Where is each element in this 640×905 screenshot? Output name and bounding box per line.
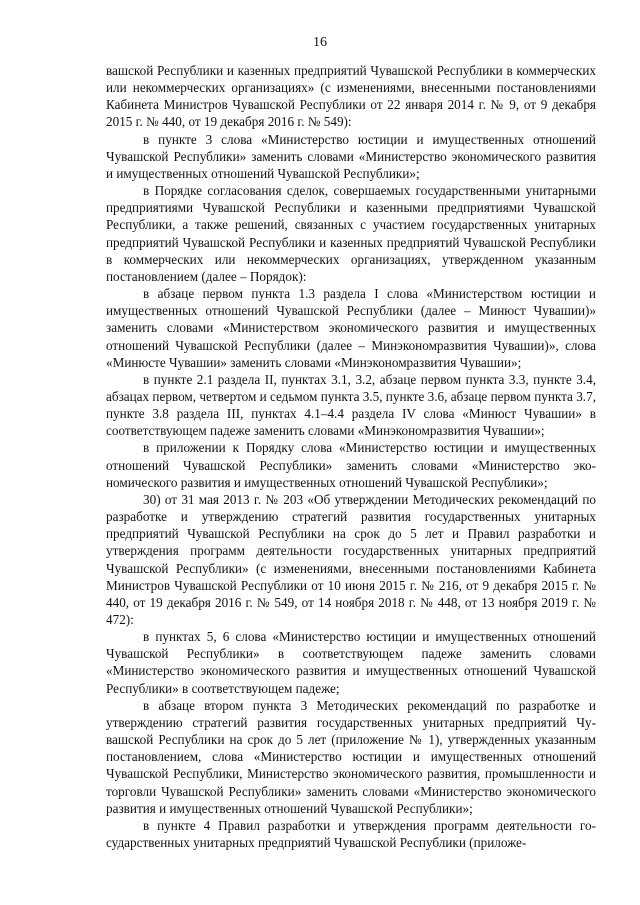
- paragraph: в абзаце первом пункта 1.3 раздела I слова «Министерством юстиции и имущественных отношений Чувашской Республики (далее – Минюст Чувашии)» заменить словами «Министерством экономического развития и имущественных отношений Чувашской Республики (далее – Минэкономразвития Чувашии)», слова «Минюсте Чувашии» заменить словами «Минэкономразвития Чувашии»;: [106, 286, 596, 370]
- paragraph: в абзаце втором пункта 3 Методических рекомендаций по разработке и утверждению стратегий развития государственных унитарных предприятий Чувашской Республики на срок до 5 лет (приложение № 1), утвержденных указанным постановлением, слова «Министерство юстиции и имущественных отношений Чувашской Республики, Министерство экономического развития, промышленности и торговли Чувашской Республики» заменить словами «Министерство экономического развития и имущественных отношений Чувашской Республики»;: [106, 697, 596, 816]
- page-number: 16: [313, 35, 327, 50]
- paragraph: в приложении к Порядку слова «Министерство юстиции и имущественных отношений Чувашской Республики» заменить словами «Министерство экономического развития и имущественных отношений Чувашской Республики»;: [106, 440, 596, 490]
- paragraph: в пункте 4 Правил разработки и утверждения программ деятельности государственных унитарных предприятий Чувашской Республики (приложе-: [106, 817, 596, 851]
- document-body: [106, 62, 596, 851]
- paragraph: в пункте 2.1 раздела II, пунктах 3.1, 3.2, абзаце первом пункта 3.3, пункте 3.4, абзацах первом, четвертом и седьмом пункта 3.5, пункте 3.6, абзаце первом пункта 3.7, пункте 3.8 раздела III, пунктах 4.1–4.4 раздела IV слова «Минюст Чувашии» в соответствующем падеже заменить словами «Минэкономразвития Чувашии»;: [106, 371, 596, 439]
- paragraph: в пунктах 5, 6 слова «Министерство юстиции и имущественных отношений Чувашской Республики» в соответствующем падеже заменить словами «Министерство экономического развития и имущественных отношений Чувашской Республики» в соответствующем падеже;: [106, 629, 596, 696]
- paragraph: в Порядке согласования сделок, совершаемых государственными унитарными предприятиями Чувашской Республики и казенными предприятиями Чувашской Республики, а также решений, связанных с участием государственных унитарных предприятий Чувашской Республики и казенных предприятий Чувашской Республики в коммерческих или некоммерческих организациях, утвержденном указанным постановлением (далее – Порядок):: [106, 183, 596, 284]
- paragraph: 30) от 31 мая 2013 г. № 203 «Об утверждении Методических рекомендаций по разработке и утверждению стратегий развития государственных унитарных предприятий Чувашской Республики на срок до 5 лет и Правил разработки и утверждения программ деятельности государственных унитарных предприятий Чувашской Республики» (с изменениями, внесенными постановлениями Кабинета Министров Чувашской Республики от 10 июня 2015 г. № 216, от 9 декабря 2015 г. № 440, от 19 декабря 2016 г. № 549, от 14 ноября 2018 г. № 448, от 13 ноября 2019 г. № 472):: [106, 491, 596, 627]
- paragraph: вашской Республики и казенных предприятий Чувашской Республики в коммерческих или некоммерческих организациях» (с изменениями, внесенными постановлениями Кабинета Министров Чувашской Республики от 22 января 2014 г. № 9, от 9 декабря 2015 г. № 440, от 19 декабря 2016 г. № 549):: [106, 63, 596, 130]
- paragraph: в пункте 3 слова «Министерство юстиции и имущественных отношений Чувашской Республики» заменить словами «Министерство экономического развития и имущественных отношений Чувашской Республики»;: [106, 131, 596, 181]
